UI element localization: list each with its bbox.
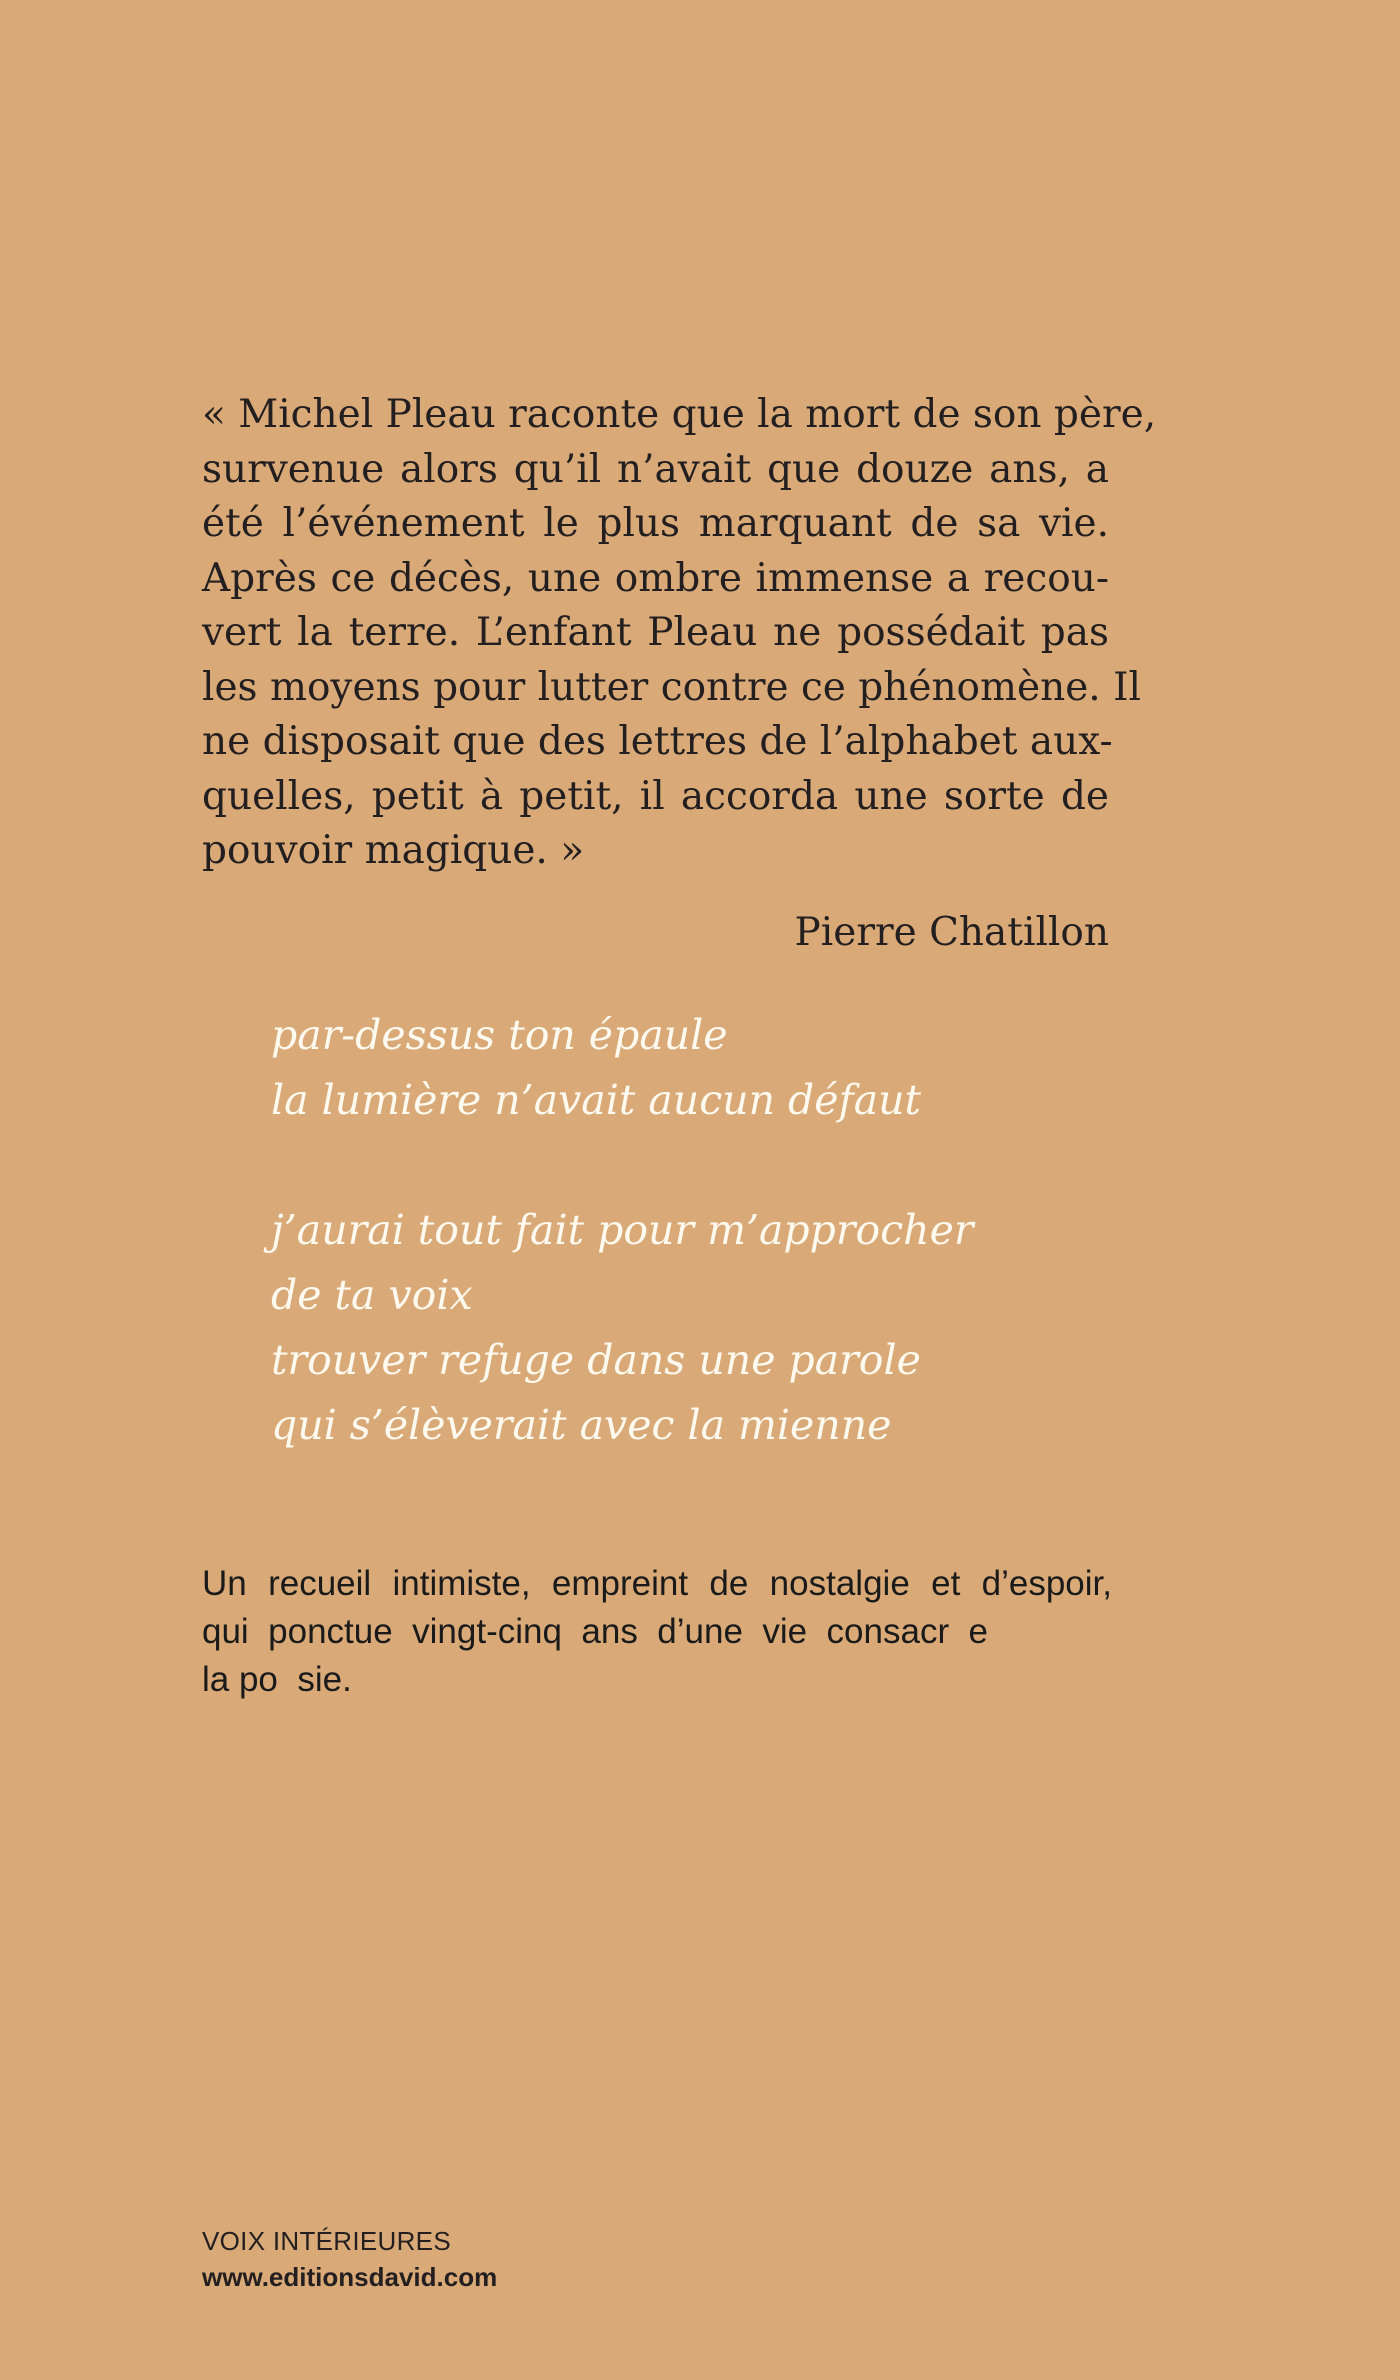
poem-line: j’aurai tout fait pour m’approcher (271, 1206, 974, 1254)
poem-line: la lumière n’avait aucun défaut (271, 1076, 922, 1124)
poem-line: trouver refuge dans une parole (271, 1336, 921, 1384)
blurb-line: la po sie. (202, 1660, 352, 1699)
poem-line: de ta voix (271, 1271, 473, 1319)
quote-line: « Michel Pleau raconte que la mort de son père, (202, 392, 1157, 437)
poem-stanza (271, 1198, 1071, 1458)
quote-line: été l’événement le plus marquant de sa vie. (202, 501, 1109, 546)
book-blurb (202, 1560, 1112, 1704)
blurb-line: qui ponctue vingt-cinq ans d’une vie consacr e (202, 1612, 989, 1651)
collection-name: VOIX INTÉRIEURES (202, 2226, 451, 2256)
quote-line: survenue alors qu’il n’avait que douze ans, a (202, 446, 1109, 492)
blurb-line: Un recueil intimiste, empreint de nostalgie et d’espoir, (202, 1564, 1112, 1603)
quote-line: Après ce décès, une ombre immense a recou- (202, 555, 1109, 601)
poem-line: par-dessus ton épaule (271, 1011, 728, 1059)
quote-line: quelles, petit à petit, il accorda une sorte de (202, 773, 1109, 819)
poem-stanza (271, 1003, 1071, 1133)
publisher-website[interactable]: www.editionsdavid.com (202, 2262, 498, 2292)
back-cover-quote (202, 388, 1157, 879)
quote-line: les moyens pour lutter contre ce phénomène. Il (202, 664, 1141, 710)
poem-line: qui s’élèverait avec la mienne (271, 1401, 892, 1449)
quote-line: vert la terre. L’enfant Pleau ne possédait pas (202, 610, 1109, 655)
quote-line: pouvoir magique. » (202, 828, 585, 873)
poem-excerpt (271, 1003, 1071, 1523)
quote-line: ne disposait que des lettres de l’alphabet aux- (202, 719, 1113, 764)
quote-author: Pierre Chatillon (794, 910, 1109, 955)
